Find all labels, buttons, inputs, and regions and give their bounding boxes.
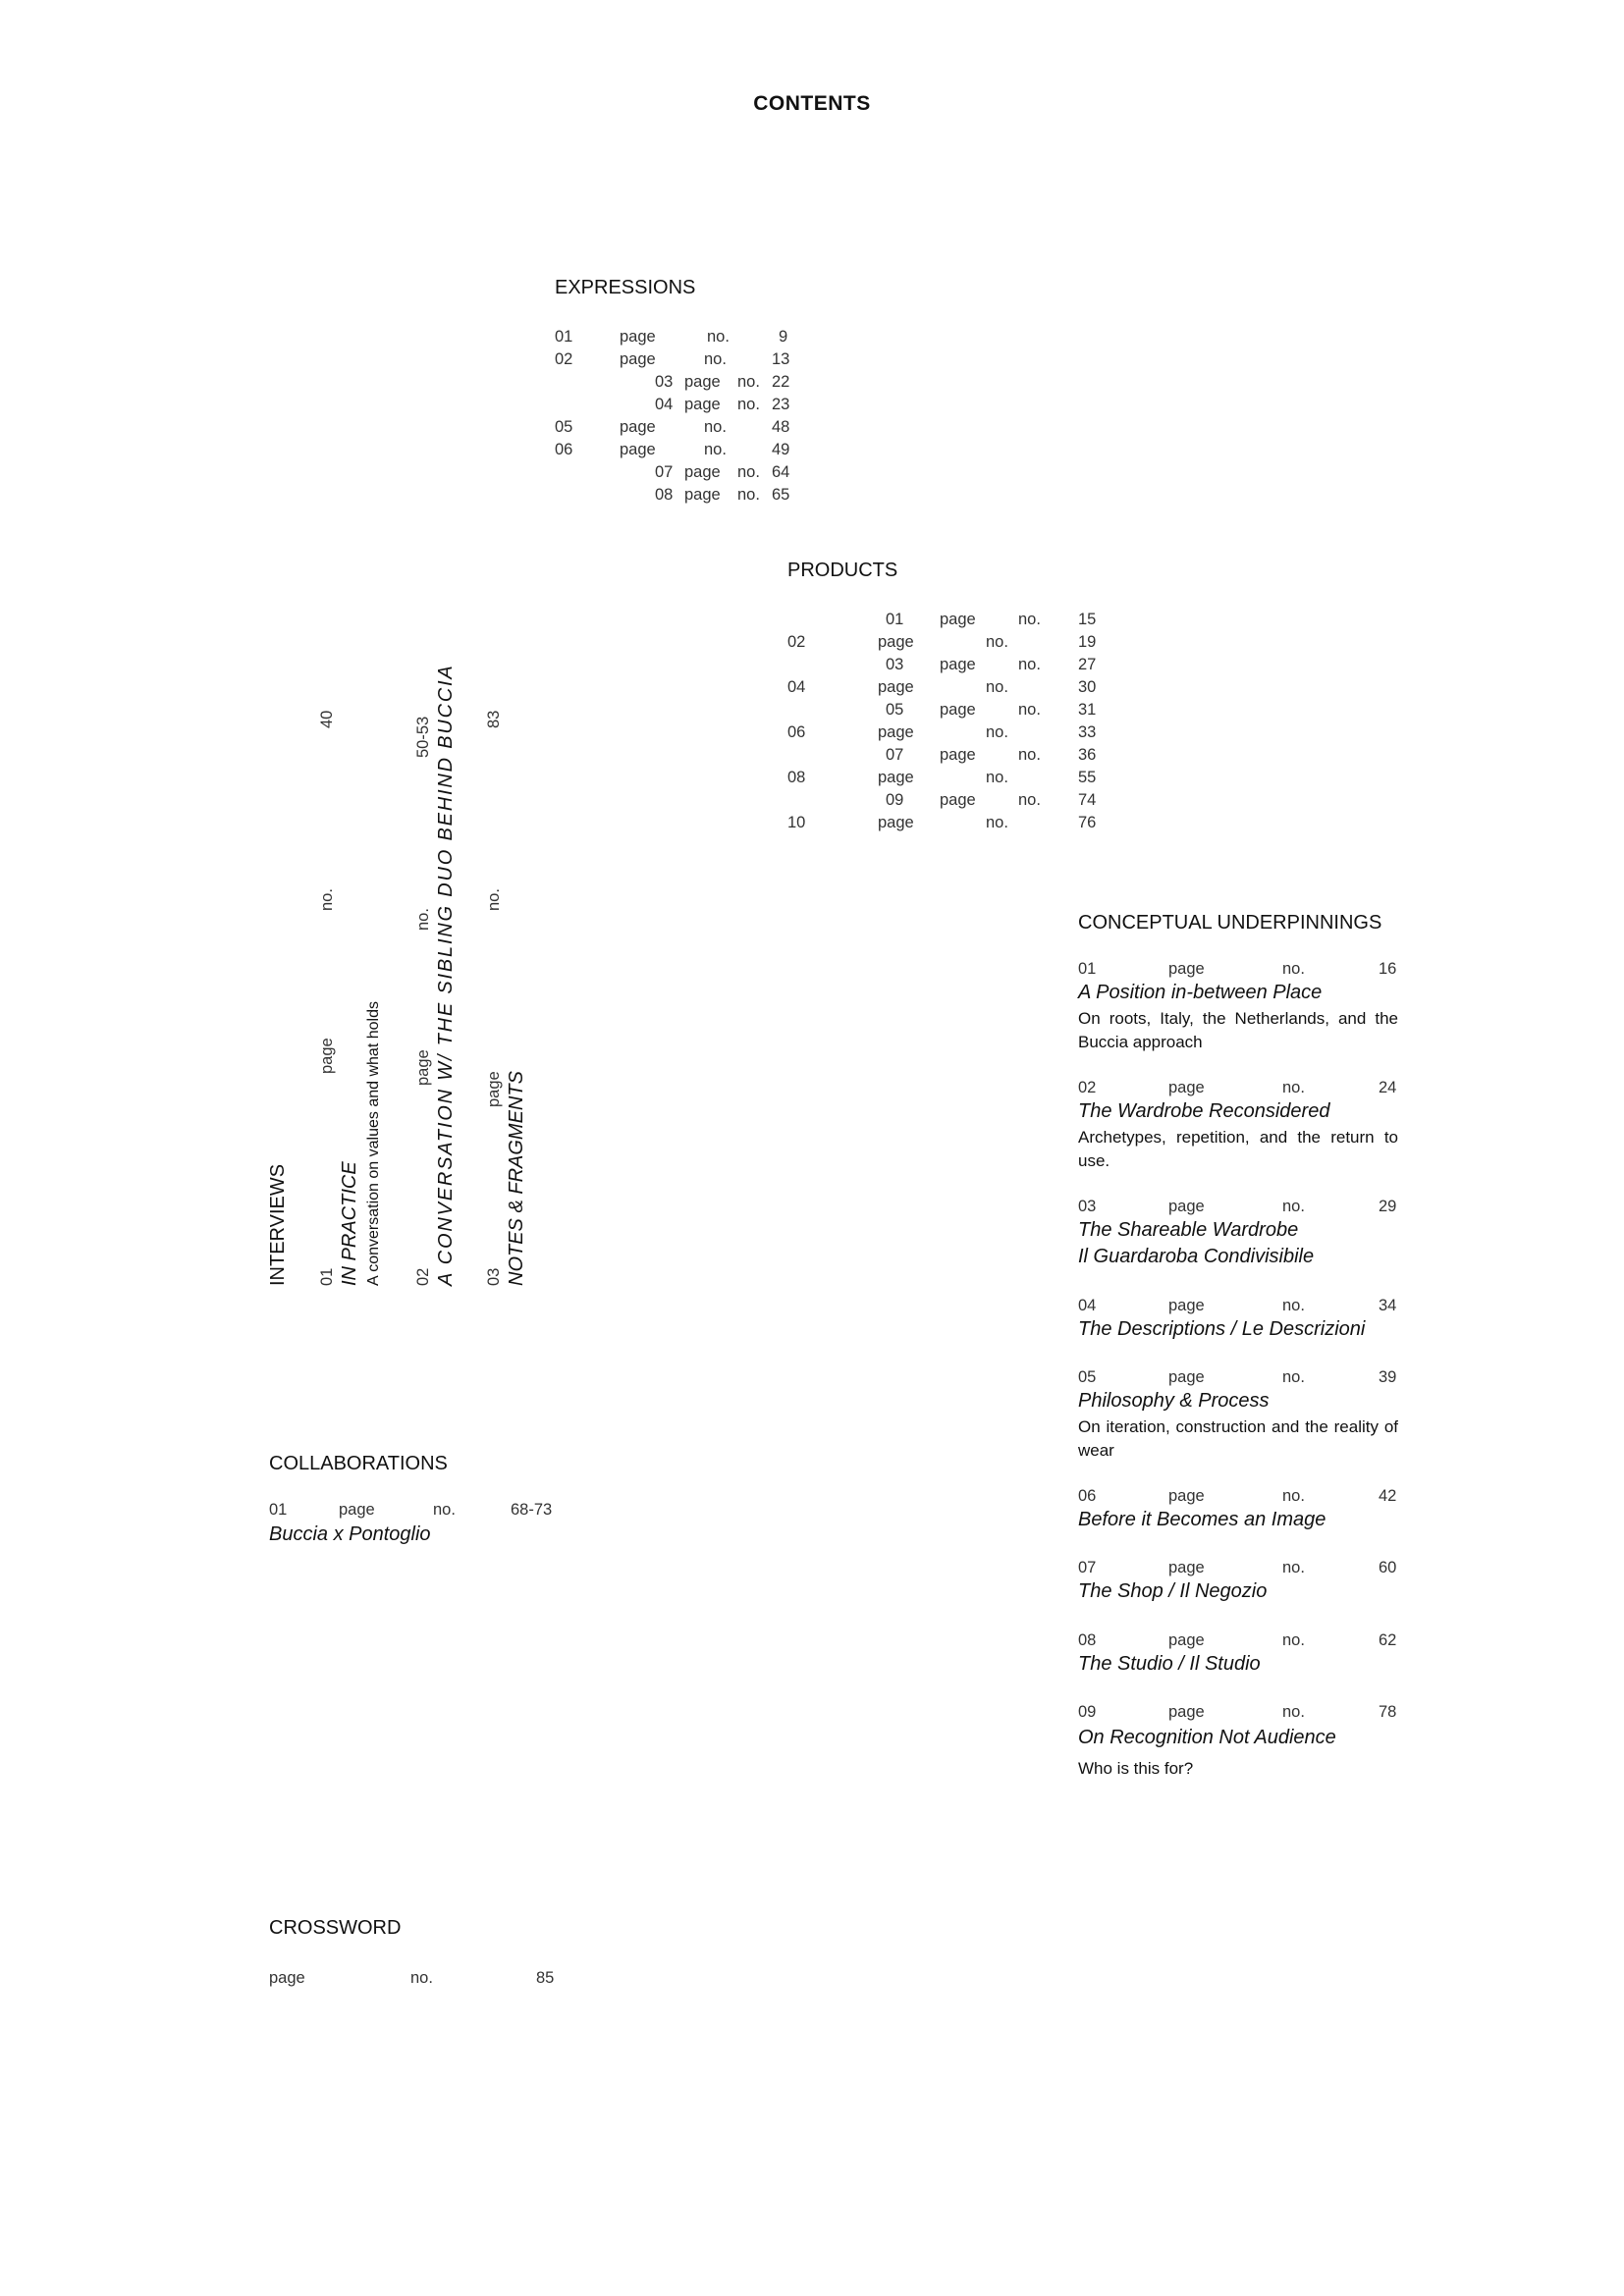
crossword-heading: CROSSWORD xyxy=(269,1917,402,1939)
entry-title[interactable]: The Descriptions / Le Descrizioni xyxy=(1078,1318,1366,1340)
products-heading: PRODUCTS xyxy=(787,560,898,581)
entry-title-alt[interactable]: Il Guardaroba Condivisibile xyxy=(1078,1246,1315,1267)
conceptual-heading: CONCEPTUAL UNDERPINNINGS xyxy=(1078,912,1382,934)
entry-title[interactable]: Buccia x Pontoglio xyxy=(269,1523,431,1545)
expressions-heading: EXPRESSIONS xyxy=(555,277,696,298)
collaborations-heading: COLLABORATIONS xyxy=(269,1453,448,1474)
entry-desc: On roots, Italy, the Netherlands, and the Buccia approach xyxy=(1078,1009,1398,1051)
entry-title[interactable]: A Position in-between Place xyxy=(1078,982,1323,1003)
entry-desc: Who is this for? xyxy=(1078,1759,1194,1778)
entry-title[interactable]: The Wardrobe Reconsidered xyxy=(1078,1100,1330,1122)
entry-title[interactable]: The Shareable Wardrobe xyxy=(1078,1219,1299,1241)
entry-title[interactable]: The Studio / Il Studio xyxy=(1078,1653,1261,1675)
entry-desc: On iteration, construction and the reality of wear xyxy=(1078,1417,1398,1460)
interviews-heading: INTERVIEWS xyxy=(267,1163,289,1286)
entry-title[interactable]: The Shop / Il Negozio xyxy=(1078,1580,1268,1602)
page-title: CONTENTS xyxy=(753,92,871,115)
entry-title[interactable]: Philosophy & Process xyxy=(1078,1390,1270,1412)
entry-desc: Archetypes, repetition, and the return to use. xyxy=(1078,1128,1398,1170)
entry-title[interactable]: On Recognition Not Audience xyxy=(1078,1727,1336,1748)
entry-title[interactable]: Before it Becomes an Image xyxy=(1078,1509,1326,1530)
